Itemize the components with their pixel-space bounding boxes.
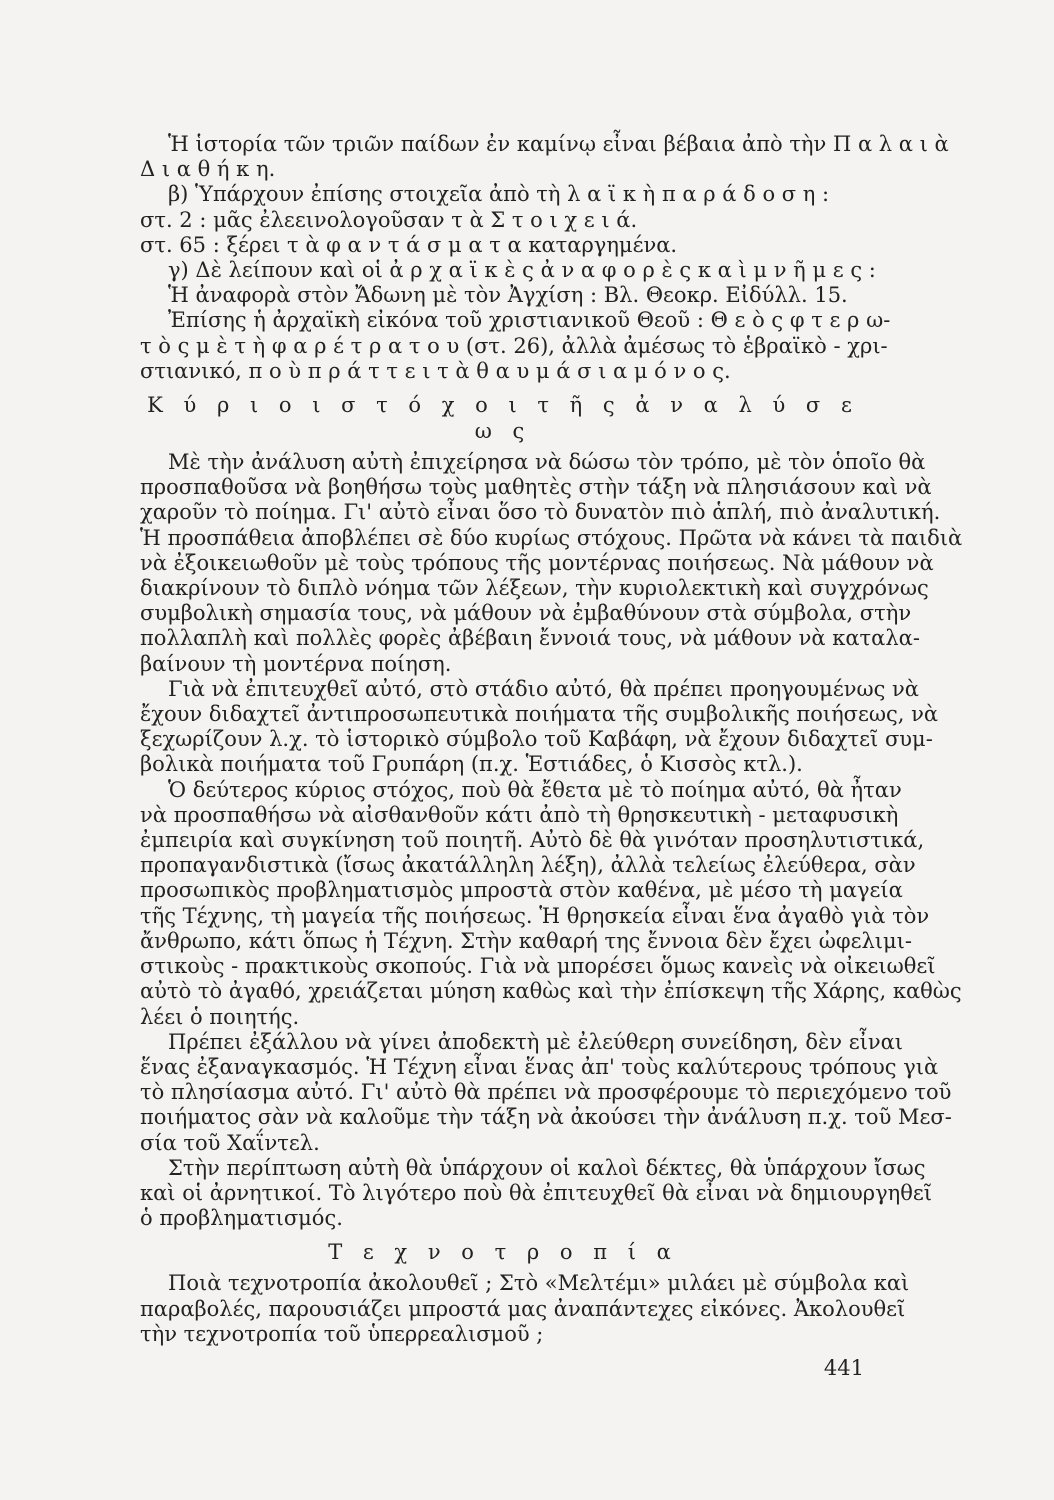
- text-line: ἕνας ἐξαναγκασμός. Ἡ Τέχνη εἶναι ἕνας ἀπ' τοὺς καλύτερους τρόπους γιὰ: [140, 1054, 939, 1079]
- text-line: ἄνθρωπο, κάτι ὅπως ἡ Τέχνη. Στὴν καθαρή της ἔννοια δὲν ἔχει ὠφελιμι-: [140, 928, 913, 953]
- text-line: Ἐπίσης ἡ ἀρχαϊκὴ εἰκόνα τοῦ χριστιανικοῦ Θεοῦ : Θ ε ὸ ς φ τ ε ρ ω-: [168, 308, 891, 333]
- text-line: καὶ οἱ ἀρνητικοί. Τὸ λιγότερο ποὺ θὰ ἐπιτευχθεῖ θὰ εἶναι νὰ δημιουργηθεῖ: [140, 1180, 933, 1205]
- text-line: νὰ ἐξοικειωθοῦν μὲ τοὺς τρόπους τῆς μοντέρνας ποιήσεως. Νὰ μάθουν νὰ: [140, 550, 934, 575]
- text-line: ξεχωρίζουν λ.χ. τὸ ἱστορικὸ σύμβολο τοῦ Καβάφη, νὰ ἔχουν διδαχτεῖ συμ-: [140, 727, 933, 752]
- text-line: πολλαπλὴ καὶ πολλὲς φορὲς ἀβέβαιη ἔννοιά τους, νὰ μάθουν νὰ καταλα-: [140, 626, 920, 651]
- text-line: βολικὰ ποιήματα τοῦ Γρυπάρη (π.χ. Ἑστιάδες, ὁ Κισσὸς κτλ.).: [140, 752, 803, 777]
- text-line: Γιὰ νὰ ἐπιτευχθεῖ αὐτό, στὸ στάδιο αὐτό, θὰ πρέπει προηγουμένως νὰ: [168, 676, 919, 701]
- text-line: χαροῦν τὸ ποίημα. Γι' αὐτὸ εἶναι ὅσο τὸ δυνατὸν πιὸ ἁπλή, πιὸ ἀναλυτική.: [140, 500, 941, 525]
- text-line: προπαγανδιστικὰ (ἴσως ἀκατάλληλη λέξη), ἀλλὰ τελείως ἐλεύθερα, σὰν: [140, 853, 916, 878]
- text-line: προσωπικὸς προβληματισμὸς μπροστὰ στὸν καθένα, μὲ μέσο τὴ μαγεία: [140, 878, 903, 903]
- text-line: ὁ προβληματισμός.: [140, 1206, 343, 1231]
- technique-section: [140, 1271, 910, 1347]
- text-line: νὰ προσπαθήσω νὰ αἰσθανθοῦν κάτι ἀπὸ τὴ θρησκευτικὴ - μεταφυσικὴ: [140, 802, 899, 827]
- text-line: Ἡ προσπάθεια ἀποβλέπει σὲ δύο κυρίως στόχους. Πρῶτα νὰ κάνει τὰ παιδιὰ: [140, 525, 963, 550]
- text-line: γ) Δὲ λείπουν καὶ οἱ ἀ ρ χ α ϊ κ ὲ ς ἀ ν α φ ο ρ ὲ ς κ α ὶ μ ν ῆ μ ε ς :: [168, 258, 876, 283]
- intro-section: [140, 132, 949, 384]
- text-line: β) Ὑπάρχουν ἐπίσης στοιχεῖα ἀπὸ τὴ λ α ϊ κ ὴ π α ρ ά δ ο σ η :: [168, 182, 830, 207]
- text-line: ποιήματος σὰν νὰ καλοῦμε τὴν τάξη νὰ ἀκούσει τὴν ἀνάλυση π.χ. τοῦ Μεσ-: [140, 1105, 952, 1130]
- text-line: Ὁ δεύτερος κύριος στόχος, ποὺ θὰ ἔθετα μὲ τὸ ποίημα αὐτό, θὰ ἦταν: [168, 777, 902, 802]
- text-line: λέει ὁ ποιητής.: [140, 1004, 300, 1029]
- text-line: προσπαθοῦσα νὰ βοηθήσω τοὺς μαθητὲς στὴν τάξη νὰ πλησιάσουν καὶ νὰ: [140, 475, 932, 500]
- text-line: αὐτὸ τὸ ἀγαθό, χρειάζεται μύηση καθὼς καὶ τὴν ἐπίσκεψη τῆς Χάρης, καθὼς: [140, 979, 962, 1004]
- text-line: ἔχουν διδαχτεῖ ἀντιπροσωπευτικὰ ποιήματα τῆς συμβολικῆς ποιήσεως, νὰ: [140, 702, 939, 727]
- text-line: Στὴν περίπτωση αὐτὴ θὰ ὑπάρχουν οἱ καλοὶ δέκτες, θὰ ὑπάρχουν ἴσως: [168, 1155, 926, 1180]
- text-line: στικοὺς - πρακτικοὺς σκοπούς. Γιὰ νὰ μπορέσει ὅμως κανεὶς νὰ οἰκειωθεῖ: [140, 954, 936, 979]
- text-line: τὸ πλησίασμα αὐτό. Γι' αὐτὸ θὰ πρέπει νὰ προσφέρουμε τὸ περιεχόμενο τοῦ: [140, 1080, 952, 1105]
- text-line: βαίνουν τὴ μοντέρνα ποίηση.: [140, 651, 452, 676]
- text-line: συμβολικὴ σημασία τους, νὰ μάθουν νὰ ἐμβαθύνουν στὰ σύμβολα, στὴν: [140, 601, 912, 626]
- heading-main-goals: Κ ύ ρ ι ο ι σ τ ό χ ο ι τ ῆ ς ἀ ν α λ ύ σ ε ω ς: [147, 393, 859, 444]
- main-goals-section: [140, 450, 963, 1231]
- text-line: Δ ι α θ ή κ η.: [140, 157, 276, 182]
- heading-technique: Τ ε χ ν ο τ ρ ο π ί α: [328, 1240, 678, 1265]
- text-line: στιανικό, π ο ὺ π ρ ά τ τ ε ι τ ὰ θ α υ μ ά σ ι α μ ό ν ο ς.: [140, 358, 731, 383]
- text-line: Ἡ ἱστορία τῶν τριῶν παίδων ἐν καμίνῳ εἶναι βέβαια ἀπὸ τὴν Π α λ α ι ὰ: [168, 132, 949, 156]
- text-line: διακρίνουν τὸ διπλὸ νόημα τῶν λέξεων, τὴν κυριολεκτικὴ καὶ συγχρόνως: [140, 576, 929, 601]
- text-line: Ἡ ἀναφορὰ στὸν Ἄδωνη μὲ τὸν Ἀγχίση : Βλ. Θεοκρ. Εἰδύλλ. 15.: [168, 283, 848, 308]
- text-line: Ποιὰ τεχνοτροπία ἀκολουθεῖ ; Στὸ «Μελτέμι» μιλάει μὲ σύμβολα καὶ: [168, 1271, 910, 1296]
- text-line: Μὲ τὴν ἀνάλυση αὐτὴ ἐπιχείρησα νὰ δώσω τὸν τρόπο, μὲ τὸν ὁποῖο θὰ: [168, 450, 926, 475]
- text-line: ἐμπειρία καὶ συγκίνηση τοῦ ποιητῆ. Αὐτὸ δὲ θὰ γινόταν προσηλυτιστικά,: [140, 828, 925, 853]
- text-line: σία τοῦ Χαΐντελ.: [140, 1130, 320, 1155]
- text-line: τὴν τεχνοτροπία τοῦ ὑπερρεαλισμοῦ ;: [140, 1321, 544, 1346]
- text-line: τῆς Τέχνης, τὴ μαγεία τῆς ποιήσεως. Ἡ θρησκεία εἶναι ἕνα ἀγαθὸ γιὰ τὸν: [140, 903, 930, 928]
- text-line: παραβολές, παρουσιάζει μπροστά μας ἀναπάντεχες εἰκόνες. Ἀκολουθεῖ: [140, 1296, 906, 1321]
- text-line: τ ὸ ς μ ὲ τ ὴ φ α ρ έ τ ρ α τ ο υ (στ. 26), ἀλλὰ ἀμέσως τὸ ἑβραϊκὸ - χρι-: [140, 333, 888, 358]
- page-number: 441: [823, 1356, 864, 1380]
- text-line: στ. 65 : ξέρει τ ὰ φ α ν τ ά σ μ α τ α καταργημένα.: [140, 232, 678, 257]
- text-line: στ. 2 : μᾶς ἐλεεινολογοῦσαν τ ὰ Σ τ ο ι χ ε ι ά.: [140, 207, 638, 232]
- text-line: Πρέπει ἐξάλλου νὰ γίνει ἀποδεκτὴ μὲ ἐλεύθερη συνείδηση, δὲν εἶναι: [168, 1029, 904, 1054]
